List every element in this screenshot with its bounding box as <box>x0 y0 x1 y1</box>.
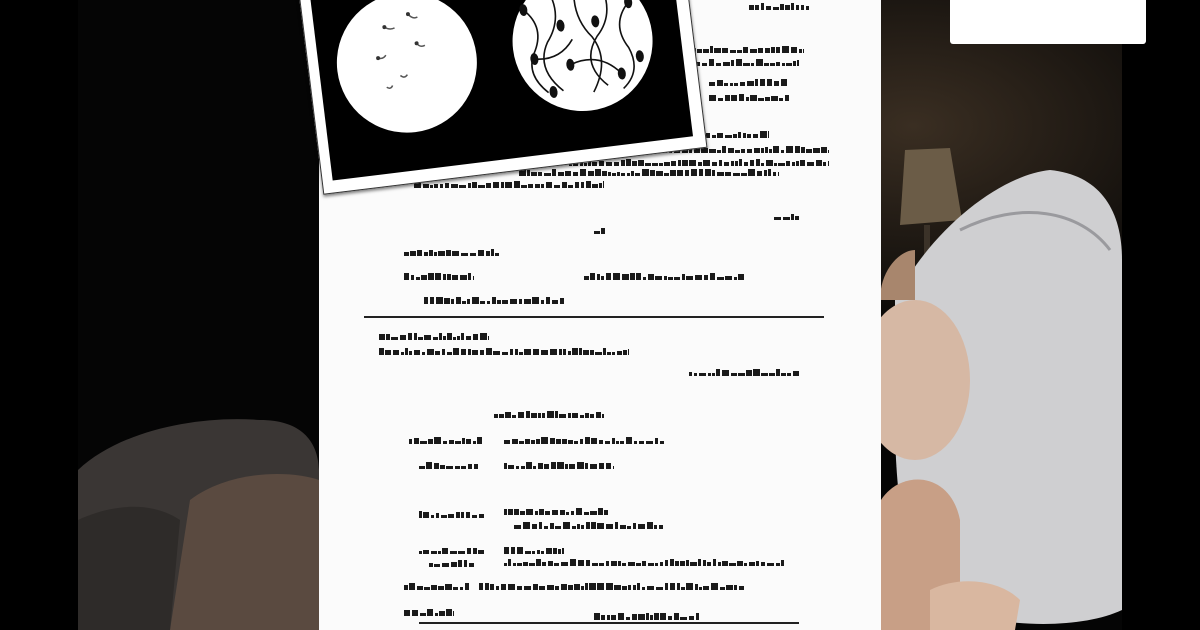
micrograph-sparse <box>329 0 485 141</box>
illegible-text-line <box>504 462 614 469</box>
illegible-text-line <box>494 411 604 418</box>
illegible-text-line <box>749 3 809 10</box>
micrograph-dense <box>505 0 661 119</box>
illegible-text-line <box>504 559 784 566</box>
illegible-text-line <box>709 94 789 101</box>
illegible-text-line <box>504 508 608 515</box>
illegible-text-line <box>689 46 804 53</box>
illegible-text-line <box>569 159 829 166</box>
illegible-text-line <box>594 613 699 620</box>
divider-bottom <box>419 622 799 624</box>
illegible-text-line <box>519 169 779 176</box>
illegible-text-line <box>504 547 564 554</box>
illegible-text-line <box>379 333 489 340</box>
illegible-text-line <box>404 249 499 256</box>
illegible-text-line <box>379 348 629 355</box>
illegible-text-line <box>419 548 484 554</box>
illegible-text-line <box>689 369 799 376</box>
illegible-text-line <box>424 297 564 304</box>
illegible-text-line <box>429 560 474 567</box>
illegible-text-line <box>419 462 478 469</box>
illegible-text-line <box>774 214 799 220</box>
illegible-text-line <box>514 522 663 529</box>
illegible-text-line <box>709 79 787 86</box>
illegible-text-line <box>409 437 482 444</box>
illegible-text-line <box>479 583 744 590</box>
photo-frame <box>310 0 693 181</box>
illegible-text-line <box>504 437 664 444</box>
note-card <box>950 0 1146 44</box>
illegible-text-line <box>689 59 799 66</box>
divider-top <box>364 316 824 318</box>
illegible-text-line <box>594 228 605 234</box>
illegible-text-line <box>404 609 454 616</box>
illegible-text-line <box>419 511 484 518</box>
illegible-text-line <box>404 583 469 590</box>
illegible-text-line <box>414 181 604 188</box>
illegible-text-line <box>584 273 744 280</box>
illegible-text-line <box>404 273 474 280</box>
